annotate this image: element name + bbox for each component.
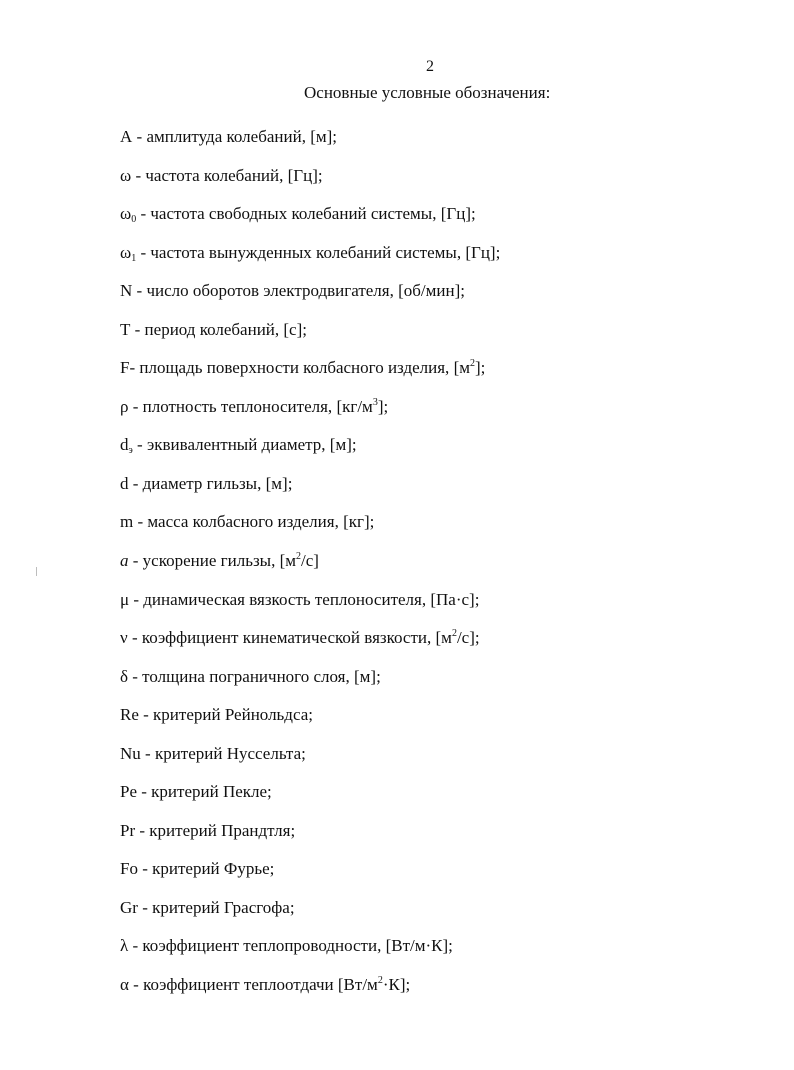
notation-unit-suffix: ; [369,512,375,532]
notation-description: - критерий Пекле; [137,782,272,802]
notation-unit: [м] [265,473,288,493]
notation-symbol: ω [120,165,132,185]
notation-item [120,658,500,697]
notation-description: - коэффициент теплоотдачи [128,975,338,995]
notation-unit-suffix: ; [448,936,453,956]
notation-unit: [Гц] [287,165,318,185]
notation-item [120,311,500,350]
notation-symbol: d [120,473,129,493]
notation-unit: [Гц] [465,242,496,262]
notation-unit-suffix: ; [351,435,357,455]
notation-unit-exponent: 2 [451,628,457,640]
notation-symbol: A [120,127,133,146]
notation-symbol: m [120,512,134,532]
notation-symbol: a [120,551,129,571]
notation-item [120,234,500,273]
notation-unit-suffix: ; [317,165,323,185]
scan-artifact [36,567,37,576]
notation-symbol: Gr [120,897,138,917]
notation-item [120,966,500,1005]
notation-item [120,619,500,658]
notation-symbol: d [120,435,129,455]
notation-item [120,542,500,581]
notation-symbol: ω [120,204,132,224]
notation-symbol: λ [120,936,129,956]
notation-symbol-subscript: э [128,445,133,457]
notation-unit-exponent: 3 [372,396,378,408]
notation-item [120,195,500,234]
notation-item [120,927,500,966]
notation-description: - число оборотов электродвигателя, [132,281,399,301]
notation-unit: [м] [310,127,333,146]
notation-unit-suffix: /с]; [456,628,480,648]
notation-unit: [м] [354,666,377,686]
notation-description: - частота свободных колебаний системы, [136,204,441,224]
notation-unit: [м [435,628,452,648]
notation-unit: [с] [283,319,303,339]
notation-description: - критерий Фурье; [137,859,275,879]
notation-item [120,503,500,542]
notation-item [120,889,500,928]
notation-unit: [кг/м [336,396,373,416]
notation-symbol: Pr [120,820,136,840]
notation-unit: [Па·с] [430,589,475,609]
notation-symbol: ν [120,628,128,648]
notation-unit-exponent: 2 [377,975,383,987]
notation-unit: [об/мин] [398,281,461,301]
notation-item [120,465,500,504]
notation-unit-suffix: ; [470,204,476,224]
notation-symbol: Pe [120,782,137,802]
notation-description: - критерий Рейнольдса; [138,705,313,725]
notation-item [120,349,500,388]
notation-symbol: μ [120,589,130,609]
notation-item [120,696,500,735]
notation-unit: [кг] [343,512,370,532]
notation-unit-suffix: ; [460,281,465,301]
notation-symbol: Nu [120,743,141,763]
notation-unit: [Вт/м·К] [385,936,449,956]
notation-unit: [Вт/м [337,975,378,995]
notation-unit-suffix: ; [474,589,480,609]
notation-item [120,735,500,774]
notation-item [120,272,500,311]
notation-symbol: ω [120,242,132,262]
notation-unit-suffix: ; [302,319,307,339]
notation-symbol: N [120,281,133,301]
notation-unit-suffix: ; [332,127,338,146]
notation-description: - частота вынужденных колебаний системы, [136,242,466,262]
notation-unit-suffix: ]; [474,358,486,378]
notation-item [120,773,500,812]
notation-description: - амплитуда колебаний, [132,127,311,146]
notation-description: - площадь поверхности колбасного изделия, [129,358,454,378]
notation-description: - критерий Прандтля; [135,820,296,840]
notation-description: - плотность теплоносителя, [128,396,337,416]
notation-item [120,157,500,196]
notation-item [120,812,500,851]
notation-symbol: Fo [120,859,138,879]
notation-description: - масса колбасного изделия, [133,512,344,532]
notation-unit: [м [279,551,297,571]
notation-symbol: Re [120,705,139,725]
notation-item [120,118,500,157]
notation-item [120,426,500,465]
notation-description: - коэффициент кинематической вязкости, [127,628,436,648]
notation-unit-suffix: /с] [301,551,319,571]
notation-description: - эквивалентный диаметр, [132,435,330,455]
notation-description: - период колебаний, [130,319,284,339]
notation-unit: [м] [329,435,352,455]
notation-description: - толщина пограничного слоя, [128,666,355,686]
notation-item [120,850,500,889]
page-heading: Основные условные обозначения: [304,83,551,102]
notation-unit-suffix: ·К]; [382,975,411,995]
notation-description: - частота колебаний, [131,165,288,185]
notation-symbol: α [120,975,129,995]
notation-description: - критерий Грасгофа; [137,897,295,917]
notation-symbol: T [120,319,131,339]
notation-unit-suffix: ; [287,473,293,493]
notation-description: - диаметр гильзы, [128,473,266,493]
notation-description: - критерий Нуссельта; [140,743,306,763]
notation-description: - коэффициент теплопроводности, [128,936,386,956]
notation-symbol-subscript: 0 [131,214,137,226]
notation-description: - динамическая вязкость теплоносителя, [129,589,431,609]
notation-symbol: F [120,358,130,378]
notation-unit-exponent: 2 [469,358,475,370]
notation-unit: [Гц] [440,204,471,224]
notation-symbol: δ [120,666,129,686]
notation-unit: [м [453,358,470,378]
notation-symbol-subscript: 1 [131,252,137,264]
notation-list [120,118,500,1005]
notation-unit-suffix: ; [495,242,501,262]
notation-unit-suffix: ]; [377,396,389,416]
notation-unit-exponent: 2 [296,551,302,563]
notation-unit-suffix: ; [376,666,381,686]
notation-symbol: ρ [120,396,129,416]
page-number: 2 [426,58,434,75]
notation-item [120,388,500,427]
notation-description: - ускорение гильзы, [128,551,280,571]
notation-item [120,581,500,620]
